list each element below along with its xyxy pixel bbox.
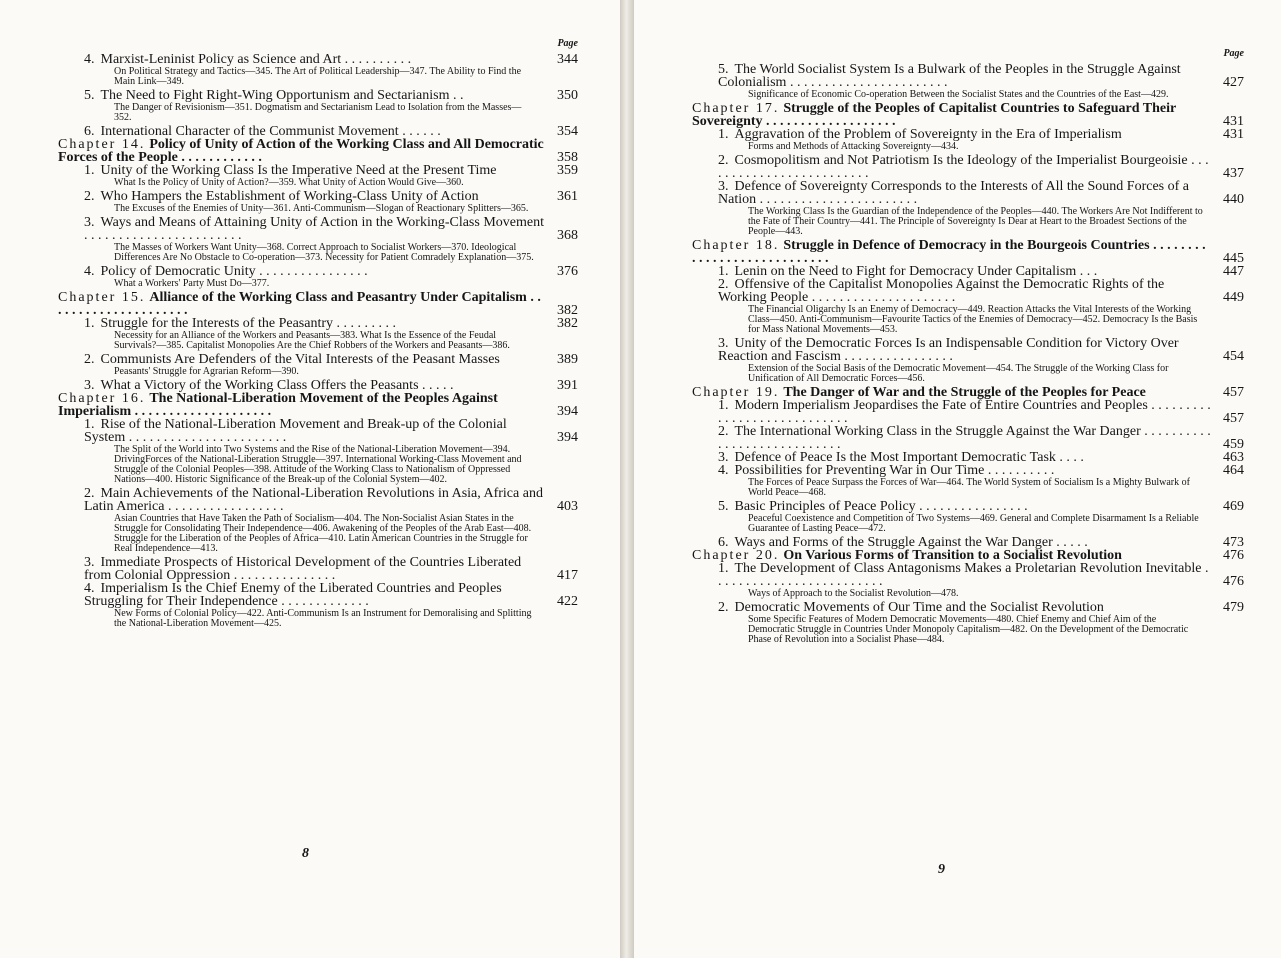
section-number: 2. xyxy=(84,486,95,501)
entry-text xyxy=(84,317,546,330)
entry-page-number: 463 xyxy=(1223,450,1244,465)
section-number: 2. xyxy=(718,153,729,168)
subtopics: The Excuses of the Enemies of Unity—361. Anti-Communism—Slogan of Reactionary Splitters—365. xyxy=(114,203,529,214)
section-number: 4. xyxy=(84,52,95,67)
subtopics: Peasants' Struggle for Agrarian Reform—390. xyxy=(114,366,299,377)
entry-page-number: 479 xyxy=(1223,600,1244,615)
page-number: 9 xyxy=(938,862,945,877)
entry-page-number: 427 xyxy=(1223,75,1244,90)
entry-page-number: 476 xyxy=(1223,548,1244,563)
section-entry xyxy=(58,353,578,366)
entry-title: What a Victory of the Working Class Offers the Peasants . . . . . xyxy=(100,378,454,393)
chapter-label: Chapter 20. xyxy=(692,548,780,563)
subtopics: Extension of the Social Basis of the Democratic Movement—454. The Struggle of the Working Class for Unification of All Democratic Forces—456. xyxy=(748,363,1169,384)
section-entry xyxy=(692,128,1244,141)
entry-page-number: 368 xyxy=(557,228,578,243)
section-entry xyxy=(692,180,1244,206)
subtopics: Necessity for an Alliance of the Workers and Peasants—383. What Is the Essence of the Feudal Survivals?—385. Capitalist Monopolies Are the Chief Robbers of the Workers and Peasants—386. xyxy=(114,330,510,351)
entry-title: Main Achievements of the National-Liberation Revolutions in Asia, Africa and Latin America . . . . . . . . . . . . . . . . . xyxy=(84,486,543,514)
entry-page-number: 473 xyxy=(1223,535,1244,550)
entry-title: Aggravation of the Problem of Sovereignty in the Era of Imperialism xyxy=(734,127,1122,142)
section-entry xyxy=(58,89,578,102)
section-number: 3. xyxy=(718,336,729,351)
entry-page-number: 394 xyxy=(557,404,578,419)
section-entry xyxy=(692,601,1244,614)
entry-page-number: 447 xyxy=(1223,264,1244,279)
entry-page-number: 464 xyxy=(1223,463,1244,478)
section-entry xyxy=(692,464,1244,477)
entry-page-number: 354 xyxy=(557,124,578,139)
subtopics: Significance of Economic Co-operation Between the Socialist States and the Countries of the East—429. xyxy=(748,89,1169,100)
section-number: 4. xyxy=(84,264,95,279)
section-entry xyxy=(58,265,578,278)
entry-page-number: 476 xyxy=(1223,574,1244,589)
entry-title: Struggle of the Peoples of Capitalist Countries to Safeguard Their Sovereignty . . . . . . . . . . . . . . . . . . . xyxy=(692,101,1176,129)
subtopics: Peaceful Coexistence and Competition of Two Systems—469. General and Complete Disarmament Is a Reliable Guarantee of Lasting Peace—472. xyxy=(748,513,1199,534)
entry-title: Ways and Means of Attaining Unity of Action in the Working-Class Movement . . . . . . . . . . . . . . . . . . . . . . . xyxy=(84,215,544,243)
entry-title: Who Hampers the Establishment of Working-Class Unity of Action xyxy=(100,189,479,204)
toc-column-right xyxy=(692,48,1244,647)
page-column-heading: Page xyxy=(1223,48,1244,59)
entry-title: Defence of Peace Is the Most Important Democratic Task . . . . xyxy=(734,450,1084,465)
subtopics: Forms and Methods of Attacking Sovereignty—434. xyxy=(748,141,959,152)
entry-page-number: 359 xyxy=(557,163,578,178)
entry-title: Democratic Movements of Our Time and the Socialist Revolution xyxy=(734,600,1104,615)
entry-title: The Danger of War and the Struggle of the Peoples for Peace xyxy=(783,385,1146,400)
entry-page-number: 376 xyxy=(557,264,578,279)
section-entry xyxy=(58,53,578,66)
entry-page-number: 457 xyxy=(1223,411,1244,426)
entry-text xyxy=(58,291,546,317)
entry-page-number: 403 xyxy=(557,499,578,514)
entry-page-number: 394 xyxy=(557,430,578,445)
entry-title: Imperialism Is the Chief Enemy of the Liberated Countries and Peoples Struggling for Their Independence . . . . . . . . . . . . . xyxy=(84,581,502,609)
entry-title: Unity of the Democratic Forces Is an Indispensable Condition for Victory Over Reaction and Fascism . . . . . . . . . . . . . . . . xyxy=(718,336,1179,364)
entry-text xyxy=(718,562,1212,588)
entry-page-number: 389 xyxy=(557,352,578,367)
section-number: 2. xyxy=(718,424,729,439)
entry-title: Immediate Prospects of Historical Development of the Countries Liberated from Colonial Oppression . . . . . . . . . . . . . . . xyxy=(84,555,522,583)
toc-entries xyxy=(692,63,1244,645)
section-entry xyxy=(58,418,578,444)
chapter-label: Chapter 18. xyxy=(692,238,780,253)
entry-text xyxy=(84,89,546,102)
entry-text xyxy=(718,425,1212,451)
subtopics: New Forms of Colonial Policy—422. Anti-Communism Is an Instrument for Demoralising and Splitting the National-Liberation Movement—425. xyxy=(114,608,532,629)
entry-title: Modern Imperialism Jeopardises the Fate of Entire Countries and Peoples . . . . . . . . . . . . . . . . . . . . . . . . . . . . xyxy=(718,398,1211,426)
section-number: 5. xyxy=(84,88,95,103)
entry-title: International Character of the Communist Movement . . . . . . xyxy=(100,124,441,139)
section-number: 6. xyxy=(84,124,95,139)
section-number: 1. xyxy=(84,163,95,178)
section-number: 2. xyxy=(84,352,95,367)
entry-title: Cosmopolitism and Not Patriotism Is the Ideology of the Imperialist Bourgeoisie . . . . . . . . . . . . . . . . . . . . . . . . . xyxy=(718,153,1209,181)
section-entry xyxy=(58,556,578,582)
section-entry xyxy=(58,487,578,513)
chapter-label: Chapter 15. xyxy=(58,290,146,305)
entry-title: Marxist-Leninist Policy as Science and Art . . . . . . . . . . xyxy=(100,52,412,67)
entry-text xyxy=(84,216,546,242)
entry-title: Policy of Democratic Unity . . . . . . . . . . . . . . . . xyxy=(100,264,368,279)
entry-text xyxy=(84,53,546,66)
section-number: 1. xyxy=(718,127,729,142)
entry-title: Defence of Sovereignty Corresponds to the Interests of All the Sound Forces of a Nation . . . . . . . . . . . . . . . . . . . . . . . xyxy=(718,179,1190,207)
entry-title: Rise of the National-Liberation Movement and Break-up of the Colonial System . . . . . . . . . . . . . . . . . . . . . . . xyxy=(84,417,507,445)
entry-text xyxy=(718,601,1212,614)
entry-title: Basic Principles of Peace Policy . . . . . . . . . . . . . . . . xyxy=(734,499,1028,514)
section-entry xyxy=(58,317,578,330)
section-number: 2. xyxy=(718,600,729,615)
entry-page-number: 431 xyxy=(1223,127,1244,142)
section-number: 3. xyxy=(718,179,729,194)
section-number: 1. xyxy=(84,417,95,432)
section-number: 3. xyxy=(718,450,729,465)
page-number: 8 xyxy=(302,846,309,861)
entry-page-number: 437 xyxy=(1223,166,1244,181)
entry-text xyxy=(84,487,546,513)
entry-page-number: 469 xyxy=(1223,499,1244,514)
entry-text xyxy=(84,265,546,278)
entry-page-number: 361 xyxy=(557,189,578,204)
entry-title: Policy of Unity of Action of the Working Class and All Democratic Forces of the People . . . . . . . . . . . . xyxy=(58,137,544,165)
subtopics: The Danger of Revisionism—351. Dogmatism and Sectarianism Lead to Isolation from the Masses—352. xyxy=(114,102,522,123)
entry-title: On Various Forms of Transition to a Socialist Revolution xyxy=(783,548,1122,563)
section-entry xyxy=(692,154,1244,180)
section-number: 2. xyxy=(84,189,95,204)
entry-title: The Need to Fight Right-Wing Opportunism and Sectarianism . . xyxy=(100,88,464,103)
entry-page-number: 344 xyxy=(557,52,578,67)
subtopics: Asian Countries that Have Taken the Path of Socialism—404. The Non-Socialist Asian States in the Struggle for Consolidating Their Independence—406. Awakening of the Peoples of the Arab East—408. Struggle for the Liberation of the Peoples of Africa—410. Latin American Countries in the Struggle for Real Independence—413. xyxy=(114,513,532,554)
entry-title: The World Socialist System Is a Bulwark of the Peoples in the Struggle Against Colonialism . . . . . . . . . . . . . . . . . . . . . . . xyxy=(718,62,1181,90)
entry-page-number: 382 xyxy=(557,316,578,331)
section-entry xyxy=(58,190,578,203)
entry-text xyxy=(84,556,546,582)
chapter-entry xyxy=(692,102,1244,128)
entry-page-number: 417 xyxy=(557,568,578,583)
entry-title: The International Working Class in the Struggle Against the War Danger . . . . . . . . . . . . . . . . . . . . . . . . . . . . xyxy=(718,424,1211,452)
entry-title: Struggle for the Interests of the Peasantry . . . . . . . . . xyxy=(100,316,396,331)
entry-title: Unity of the Working Class Is the Imperative Need at the Present Time xyxy=(100,163,497,178)
section-entry xyxy=(692,562,1244,588)
entry-text xyxy=(718,154,1212,180)
entry-page-number: 382 xyxy=(557,303,578,318)
section-entry xyxy=(58,582,578,608)
entry-text xyxy=(718,399,1212,425)
chapter-label: Chapter 17. xyxy=(692,101,780,116)
entry-title: Possibilities for Preventing War in Our Time . . . . . . . . . . xyxy=(734,463,1055,478)
section-entry xyxy=(692,278,1244,304)
section-entry xyxy=(692,425,1244,451)
subtopics: Some Specific Features of Modern Democratic Movements—480. Chief Enemy and Chief Aim of the Democratic Struggle in Countries Under Monopoly Capitalism—482. On the Development of the Democratic Phase of Revolution into a Socialist Phase—484. xyxy=(748,614,1189,645)
subtopics: The Split of the World into Two Systems and the Rise of the National-Liberation Movement—394. DrivingForces of the National-Liberation Struggle—397. International Working-Class Movement and Struggle of the Colonial Peoples—398. Attitude of the Working Class to Nationalism of Oppressed Nations—400. Historic Significance of the Break-up of the Colonial System—402. xyxy=(114,444,522,485)
section-number: 1. xyxy=(718,398,729,413)
entry-text xyxy=(718,180,1212,206)
entry-page-number: 445 xyxy=(1223,251,1244,266)
entry-page-number: 440 xyxy=(1223,192,1244,207)
entry-page-number: 422 xyxy=(557,594,578,609)
page-column-heading: Page xyxy=(557,38,578,49)
entry-text xyxy=(692,102,1212,128)
subtopics: Ways of Approach to the Socialist Revolution—478. xyxy=(748,588,959,599)
subtopics: On Political Strategy and Tactics—345. The Art of Political Leadership—347. The Ability to Find the Main Link—349. xyxy=(114,66,522,87)
page-left xyxy=(0,0,620,958)
entry-text xyxy=(718,337,1212,363)
entry-text xyxy=(58,392,546,418)
entry-text xyxy=(718,464,1212,477)
book-gutter xyxy=(620,0,634,958)
subtopics: The Financial Oligarchy Is an Enemy of Democracy—449. Reaction Attacks the Vital Interests of the Working Class—450. Anti-Communism—Favourite Tactics of the Enemies of Democracy—452. Democracy Is the Basis for Mass National Movements—453. xyxy=(748,304,1198,335)
chapter-entry xyxy=(692,239,1244,265)
section-number: 2. xyxy=(718,277,729,292)
entry-text xyxy=(718,128,1212,141)
page-right xyxy=(634,0,1281,958)
entry-text xyxy=(718,500,1212,513)
section-number: 4. xyxy=(84,581,95,596)
entry-title: Alliance of the Working Class and Peasantry Under Capitalism . . . . . . . . . . . . . . . . . . . . . xyxy=(58,290,541,318)
entry-title: The Development of Class Antagonisms Makes a Proletarian Revolution Inevitable . . . . . . . . . . . . . . . . . . . . . . . . . xyxy=(718,561,1209,589)
section-number: 6. xyxy=(718,535,729,550)
section-number: 3. xyxy=(84,555,95,570)
entry-text xyxy=(84,190,546,203)
section-number: 1. xyxy=(718,264,729,279)
entry-text xyxy=(718,278,1212,304)
toc-entries xyxy=(58,53,578,629)
section-entry xyxy=(58,216,578,242)
entry-title: Offensive of the Capitalist Monopolies Against the Democratic Rights of the Working People . . . . . . . . . . . . . . . . . . . . . xyxy=(718,277,1165,305)
toc-column-left xyxy=(58,38,578,631)
entry-text xyxy=(58,138,546,164)
section-number: 3. xyxy=(84,215,95,230)
section-number: 1. xyxy=(718,561,729,576)
entry-text xyxy=(84,582,546,608)
subtopics: The Working Class Is the Guardian of the Independence of the Peoples—440. The Workers Are Not Indifferent to the Fate of Their Country—441. The Principle of Sovereignty Is Dear at Heart to the Broadest Sections of the People—443. xyxy=(748,206,1203,237)
chapter-label: Chapter 14. xyxy=(58,137,146,152)
section-number: 1. xyxy=(84,316,95,331)
entry-page-number: 449 xyxy=(1223,290,1244,305)
subtopics: The Masses of Workers Want Unity—368. Correct Approach to Socialist Workers—370. Ideological Differences Are No Obstacle to Co-operation—373. Necessity for Patient Comradely Explanation—375. xyxy=(114,242,534,263)
chapter-label: Chapter 16. xyxy=(58,391,146,406)
entry-text xyxy=(718,63,1212,89)
entry-text xyxy=(692,239,1212,265)
entry-page-number: 457 xyxy=(1223,385,1244,400)
section-entry xyxy=(692,337,1244,363)
subtopics: The Forces of Peace Surpass the Forces of War—464. The World System of Socialism Is a Mighty Bulwark of World Peace—468. xyxy=(748,477,1190,498)
entry-page-number: 350 xyxy=(557,88,578,103)
entry-title: Communists Are Defenders of the Vital Interests of the Peasant Masses xyxy=(100,352,500,367)
section-number: 3. xyxy=(84,378,95,393)
section-entry xyxy=(692,63,1244,89)
section-entry xyxy=(692,399,1244,425)
entry-title: Ways and Forms of the Struggle Against the War Danger . . . . . xyxy=(734,535,1088,550)
section-entry xyxy=(692,500,1244,513)
section-number: 5. xyxy=(718,62,729,77)
entry-title: The National-Liberation Movement of the Peoples Against Imperialism . . . . . . . . . . . . . . . . . . . . xyxy=(58,391,498,419)
subtopics: What Is the Policy of Unity of Action?—359. What Unity of Action Would Give—360. xyxy=(114,177,464,188)
entry-title: Struggle in Defence of Democracy in the Bourgeois Countries . . . . . . . . . . . . . . . . . . . . . . . . . . . . xyxy=(692,238,1206,266)
entry-page-number: 454 xyxy=(1223,349,1244,364)
entry-text xyxy=(84,418,546,444)
section-number: 4. xyxy=(718,463,729,478)
entry-title: Lenin on the Need to Fight for Democracy Under Capitalism . . . xyxy=(734,264,1098,279)
entry-page-number: 391 xyxy=(557,378,578,393)
chapter-entry xyxy=(58,291,578,317)
section-number: 5. xyxy=(718,499,729,514)
entry-page-number: 431 xyxy=(1223,114,1244,129)
entry-text xyxy=(84,353,546,366)
chapter-entry xyxy=(58,138,578,164)
chapter-label: Chapter 19. xyxy=(692,385,780,400)
section-entry xyxy=(58,164,578,177)
entry-page-number: 358 xyxy=(557,150,578,165)
subtopics: What a Workers' Party Must Do—377. xyxy=(114,278,270,289)
entry-text xyxy=(84,164,546,177)
chapter-entry xyxy=(58,392,578,418)
entry-page-number: 459 xyxy=(1223,437,1244,452)
